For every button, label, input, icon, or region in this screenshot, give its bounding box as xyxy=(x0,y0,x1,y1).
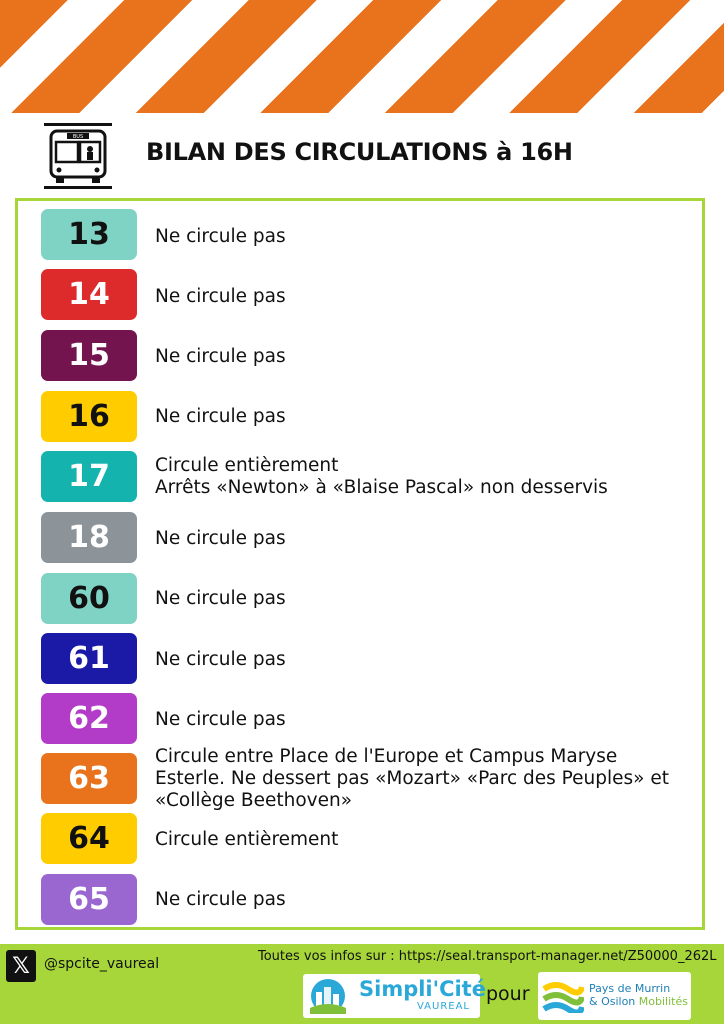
social-handle-link[interactable]: @spcite_vaureal xyxy=(44,956,160,972)
simplicite-subtitle: VAUREAL xyxy=(416,1001,470,1012)
line-status-18: Ne circule pas xyxy=(155,528,286,549)
murrin-text xyxy=(589,982,688,1008)
line-status-60: Ne circule pas xyxy=(155,588,286,609)
line-badge-64: 64 xyxy=(41,813,137,864)
line-status-15: Ne circule pas xyxy=(155,346,286,367)
bus-icon xyxy=(42,121,114,191)
pour-text: pour xyxy=(486,983,530,1005)
line-badge-63: 63 xyxy=(41,753,137,804)
line-badge-16: 16 xyxy=(41,391,137,442)
line-status-63: Circule entre Place de l'Europe et Campus Maryse Esterle. Ne dessert pas «Mozart» «Parc des Peuples» et «Collège Beethoven» xyxy=(155,746,669,811)
page-title: BILAN DES CIRCULATIONS à 16H xyxy=(146,138,573,166)
hazard-stripes-banner xyxy=(0,0,724,113)
line-badge-61: 61 xyxy=(41,633,137,684)
line-status-62: Ne circule pas xyxy=(155,709,286,730)
line-badge-60: 60 xyxy=(41,573,137,624)
info-url-text[interactable]: Toutes vos infos sur : https://seal.transport-manager.net/Z50000_262L xyxy=(258,949,717,964)
line-status-65: Ne circule pas xyxy=(155,889,286,910)
line-badge-62: 62 xyxy=(41,693,137,744)
line-status-14: Ne circule pas xyxy=(155,286,286,307)
line-status-64: Circule entièrement xyxy=(155,829,339,850)
line-badge-65: 65 xyxy=(41,874,137,925)
line-badge-13: 13 xyxy=(41,209,137,260)
bus-sign: BUS xyxy=(72,134,84,140)
murrin-line2: & Osilon xyxy=(589,995,636,1008)
murrin-mark-icon xyxy=(542,979,584,1013)
line-status-17: Circule entièrement Arrêts «Newton» à «Blaise Pascal» non desservis xyxy=(155,455,608,498)
murrin-line2b: Mobilités xyxy=(635,995,688,1008)
line-badge-18: 18 xyxy=(41,512,137,563)
line-badge-14: 14 xyxy=(41,269,137,320)
line-badge-17: 17 xyxy=(41,451,137,502)
x-logo-icon[interactable]: 𝕏 xyxy=(6,950,36,982)
line-status-61: Ne circule pas xyxy=(155,649,286,670)
pays-de-murrin-logo xyxy=(538,972,691,1020)
simplicite-name: Simpli'Cité xyxy=(359,977,486,1001)
murrin-line1: Pays de Murrin xyxy=(589,982,671,995)
line-status-16: Ne circule pas xyxy=(155,406,286,427)
simplicite-logo xyxy=(303,974,486,1018)
line-status-13: Ne circule pas xyxy=(155,226,286,247)
line-badge-15: 15 xyxy=(41,330,137,381)
simplicite-mark-icon xyxy=(306,978,350,1014)
